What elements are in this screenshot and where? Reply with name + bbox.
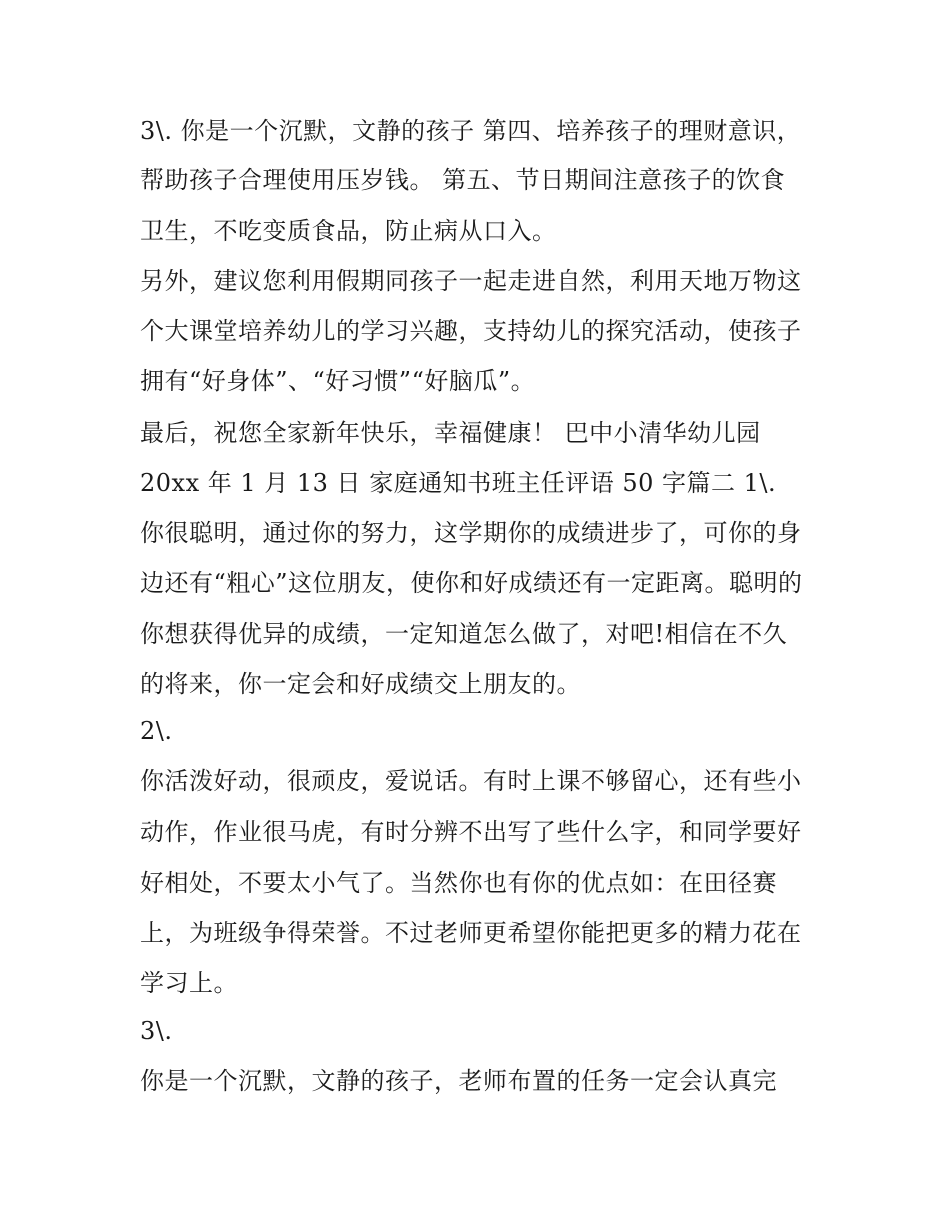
- text-line: 3\.: [140, 1017, 173, 1045]
- text-line: 20xx 年 1 月 13 日 家庭通知书班主任评语 50 字篇二 1\.: [140, 469, 777, 497]
- text-line: 你是一个沉默，文静的孩子，老师布置的任务一定会认真完: [140, 1067, 777, 1095]
- text-line: 边还有“粗心”这位朋友，使你和好成绩还有一定距离。聪明的: [140, 569, 803, 597]
- text-line: 你想获得优异的成绩，一定知道怎么做了，对吧!相信在不久: [140, 620, 788, 648]
- text-line: 帮助孩子合理使用压岁钱。 第五、节日期间注意孩子的饮食: [140, 166, 786, 194]
- text-line: 的将来，你一定会和好成绩交上朋友的。: [140, 670, 581, 698]
- text-line: 最后，祝您全家新年快乐，幸福健康！ 巴中小清华幼儿园: [140, 419, 761, 447]
- text-line: 个大课堂培养幼儿的学习兴趣，支持幼儿的探究活动，使孩子: [140, 317, 802, 345]
- text-line: 上，为班级争得荣誉。不过老师更希望你能把更多的精力花在: [140, 919, 802, 947]
- text-line: 卫生，不吃变质食品，防止病从口入。: [140, 217, 557, 245]
- text-line: 你很聪明，通过你的努力，这学期你的成绩进步了，可你的身: [140, 519, 802, 547]
- text-line: 你活泼好动，很顽皮，爱说话。有时上课不够留心，还有些小: [140, 767, 802, 795]
- text-line: 好相处，不要太小气了。当然你也有你的优点如：在田径赛: [140, 869, 777, 897]
- text-line: 另外，建议您利用假期同孩子一起走进自然，利用天地万物这: [140, 267, 802, 295]
- text-line: 学习上。: [140, 969, 238, 997]
- text-line: 动作，作业很马虎，有时分辨不出写了些什么字，和同学要好: [140, 818, 802, 846]
- text-line: 3\. 你是一个沉默，文静的孩子 第四、培养孩子的理财意识，: [140, 117, 802, 145]
- text-line: 2\.: [140, 717, 173, 745]
- text-line: 拥有“好身体”、“好习惯”“好脑瓜”。: [140, 367, 536, 395]
